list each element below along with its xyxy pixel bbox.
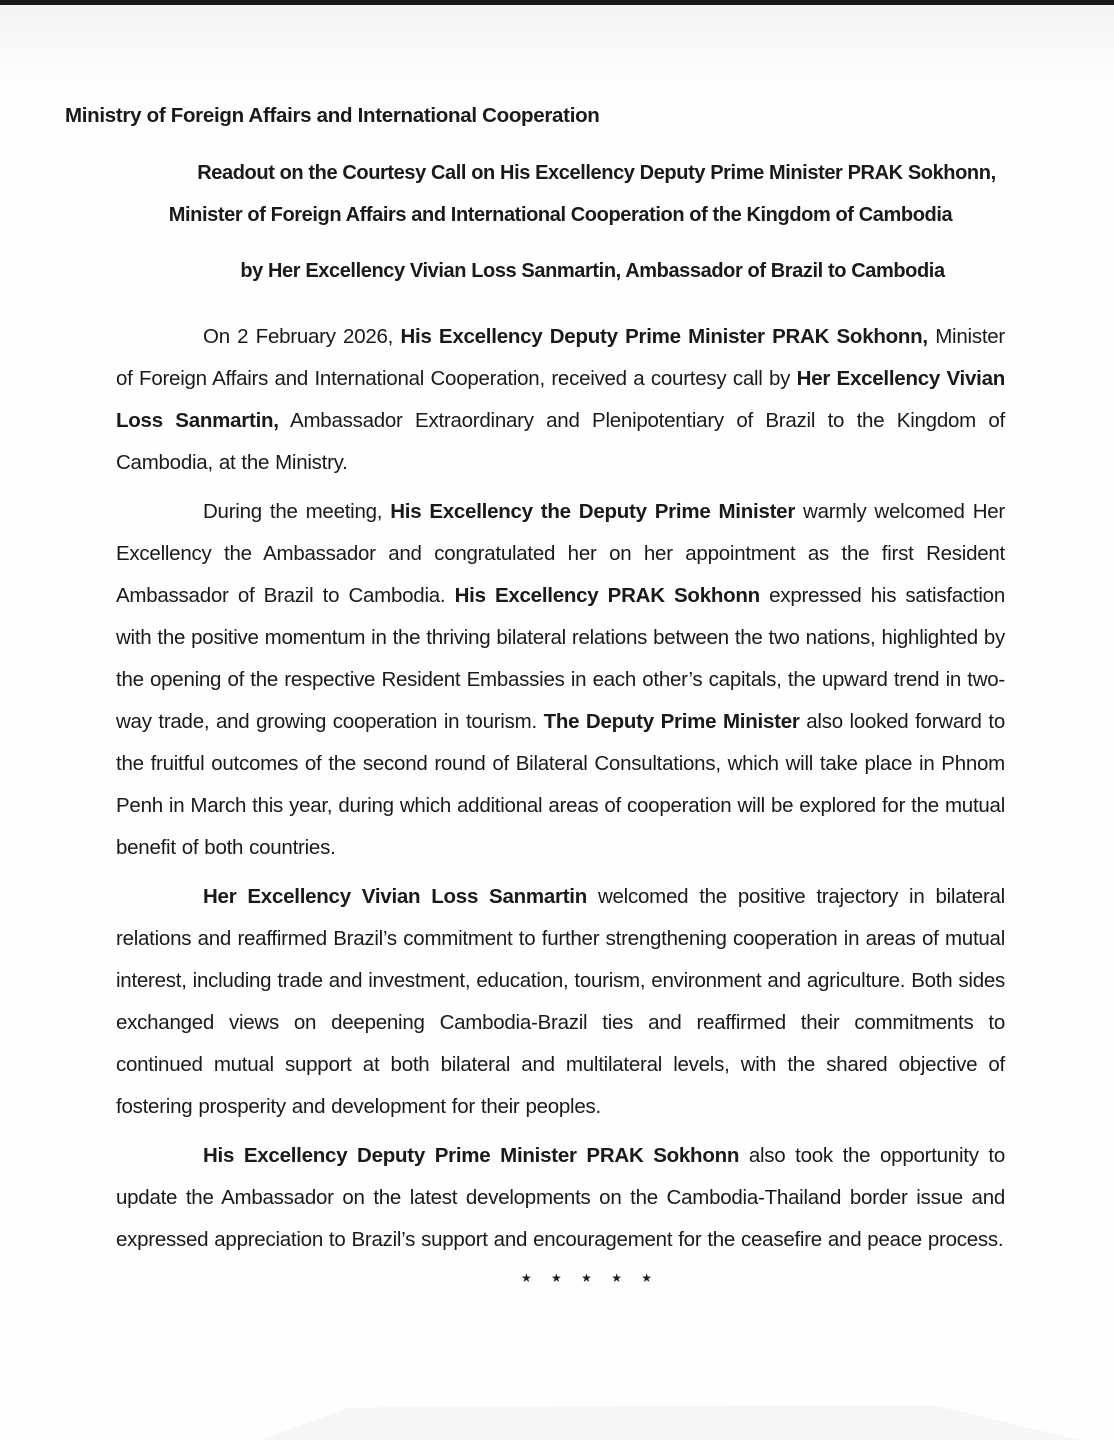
end-of-document-stars: ★ ★ ★ ★ ★: [520, 1271, 661, 1285]
text-run: welcomed the positive trajectory in bilateral relations and reaffirmed Brazil’s commitment to further strengthening cooperation in areas of mutual interest, including trade and investment, education, tourism, environment and agriculture. Both sides exchanged views on deepening Cambodia-Brazil ties and reaffirmed their commitments to continued mutual support at both bilateral and multilateral levels, with the shared objective of fostering prosperity and development for their peoples.: [116, 885, 1005, 1118]
bold-text-run: His Excellency PRAK Sokhonn: [454, 584, 760, 607]
document-title-line-1: Readout on the Courtesy Call on His Excellency Deputy Prime Minister PRAK Sokhonn,: [197, 162, 996, 184]
text-run: During the meeting,: [203, 500, 391, 523]
scan-bottom-shadow: [260, 1390, 1080, 1440]
text-run: expressed his satisfaction with the positive momentum in the thriving bilateral relations between the two nations, highlighted by the opening of the respective Resident Embassies in each other’s capitals, the upward trend in two-way trade, and growing cooperation in tourism.: [116, 584, 1005, 733]
bold-text-run: His Excellency Deputy Prime Minister PRAK Sokhonn,: [400, 325, 928, 348]
bold-text-run: His Excellency Deputy Prime Minister PRAK Sokhonn: [203, 1144, 740, 1167]
document-title-line-3: by Her Excellency Vivian Loss Sanmartin, Ambassador of Brazil to Cambodia: [240, 260, 945, 282]
document-title-line-2: Minister of Foreign Affairs and International Cooperation of the Kingdom of Cambodia: [168, 204, 953, 226]
paragraph-4: [116, 1135, 1005, 1261]
bold-text-run: The Deputy Prime Minister: [543, 710, 800, 733]
scan-top-shading: [0, 5, 1114, 95]
paragraph-2: [116, 491, 1005, 869]
text-run: also looked forward to the fruitful outcomes of the second round of Bilateral Consultations, which will take place in Phnom Penh in March this year, during which additional areas of cooperation will be explored for the mutual benefit of both countries.: [116, 710, 1005, 859]
ministry-letterhead-title: Ministry of Foreign Affairs and International Cooperation: [65, 104, 600, 127]
paragraph-1: [116, 316, 1005, 484]
document-body: [116, 316, 1005, 1285]
text-run: Ambassador Extraordinary and Plenipotentiary of Brazil to the Kingdom of Cambodia, at the Ministry.: [116, 409, 1005, 474]
text-run: Minister of Foreign Affairs and International Cooperation, received a courtesy call by: [116, 325, 1005, 390]
bold-text-run: Her Excellency Vivian Loss Sanmartin,: [116, 367, 1005, 432]
text-run: also took the opportunity to update the Ambassador on the latest developments on the Cambodia-Thailand border issue and expressed appreciation to Brazil’s support and encouragement for the ceasefire and peace process.: [116, 1144, 1005, 1251]
bold-text-run: His Excellency the Deputy Prime Minister: [390, 500, 796, 523]
bold-text-run: Her Excellency Vivian Loss Sanmartin: [203, 885, 588, 908]
text-run: warmly welcomed Her Excellency the Ambassador and congratulated her on her appointment as the first Resident Ambassador of Brazil to Cambodia.: [116, 500, 1005, 607]
text-run: On 2 February 2026,: [203, 325, 401, 348]
paragraph-3: [116, 876, 1005, 1128]
